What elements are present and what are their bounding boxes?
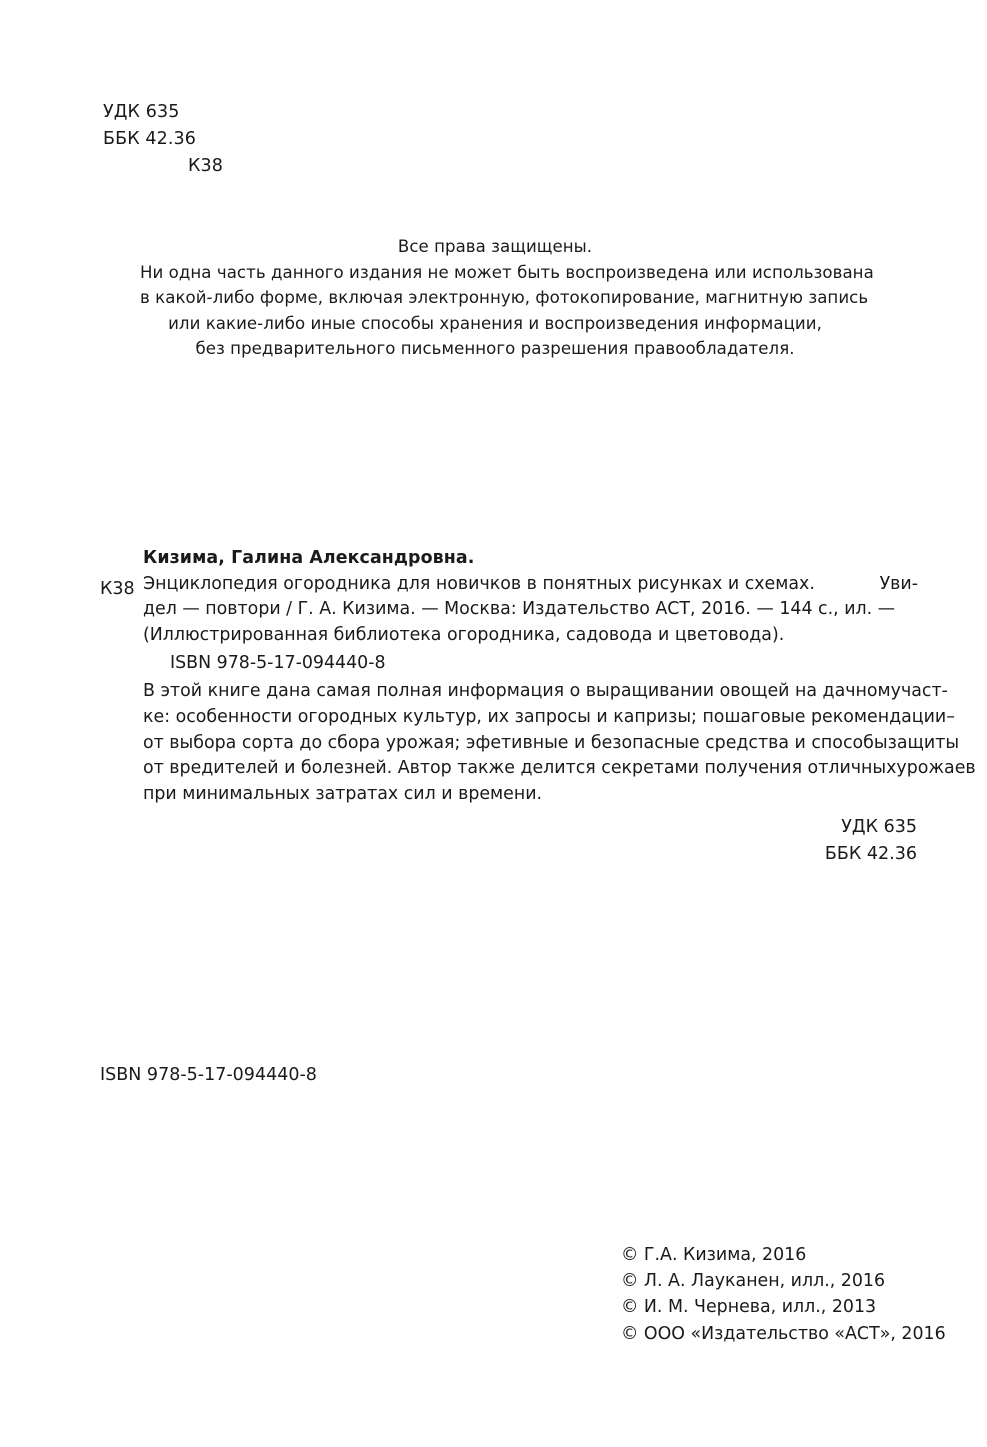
author-cipher: К38 bbox=[188, 156, 223, 176]
isbn-record: ISBN 978-5-17-094440-8 bbox=[170, 653, 386, 673]
bibliographic-record bbox=[100, 546, 918, 649]
rights-notice-line-2: Ни одна часть данного издания не может быть воспроизведена или использована bbox=[140, 262, 874, 282]
udk-code: УДК 635 bbox=[103, 102, 180, 122]
annotation-line-1-end: участ- bbox=[890, 681, 948, 701]
annotation-line-2 bbox=[143, 705, 955, 731]
rights-notice-line-4: или какие-либо иные способы хранения и воспроизведения информации, bbox=[168, 313, 822, 333]
biblio-line-1-end: Уви- bbox=[879, 573, 918, 594]
annotation-line-5: при минимальных затратах сил и времени. bbox=[143, 784, 543, 805]
bbk-code: ББК 42.36 bbox=[103, 129, 196, 149]
annotation-line-4-end: урожаев bbox=[896, 758, 976, 779]
annotation-line-2-start: ке: особенности огородных культур, их запросы и капризы; пошаговые рекомендации bbox=[143, 706, 947, 727]
isbn-standalone: ISBN 978-5-17-094440-8 bbox=[100, 1065, 317, 1085]
annotation-line-1-start: В этой книге дана самая полная информация о выращивании овощей на дачном bbox=[143, 681, 891, 701]
biblio-line-1-start: Энциклопедия огородника для новичков в понятных рисунках и схемах. bbox=[143, 573, 815, 594]
bbk-code-repeat: ББК 42.36 bbox=[824, 844, 917, 864]
annotation-line-3 bbox=[143, 731, 960, 757]
annotation-line-1 bbox=[143, 679, 948, 705]
rights-notice-line-5: без предварительного письменного разрешения правообладателя. bbox=[195, 339, 795, 358]
biblio-cipher: К38 bbox=[100, 579, 135, 599]
copyright-line-3: © И. М. Чернева, илл., 2013 bbox=[621, 1297, 877, 1318]
biblio-line-3: (Иллюстрированная библиотека огородника, садовода и цветовода). bbox=[143, 625, 785, 646]
biblio-line-2: дел — повтори / Г. А. Кизима. — Москва: Издательство АСТ, 2016. — 144 с., ил. — bbox=[143, 599, 896, 620]
biblio-title-block bbox=[143, 572, 918, 649]
biblio-line-1 bbox=[143, 572, 918, 598]
rights-notice-line-3: в какой-либо форме, включая электронную, фотокопирование, магнитную запись bbox=[140, 288, 869, 307]
classification-repeat bbox=[825, 814, 917, 868]
copyright-line-2: © Л. А. Лауканен, илл., 2016 bbox=[621, 1271, 886, 1292]
annotation-line-3-end: защиты bbox=[887, 732, 960, 753]
annotation-paragraph bbox=[143, 679, 976, 808]
rights-notice bbox=[140, 234, 874, 362]
classification-block bbox=[103, 99, 223, 180]
annotation-line-2-end: – bbox=[946, 706, 955, 727]
author-name: Кизима, Галина Александровна. bbox=[143, 548, 475, 568]
annotation-line-4 bbox=[143, 756, 976, 782]
rights-notice-line-1: Все права защищены. bbox=[397, 237, 593, 256]
biblio-body bbox=[143, 546, 918, 649]
annotation-line-4-start: от вредителей и болезней. Автор также делится секретами получения отличных bbox=[143, 758, 897, 779]
copyright-block bbox=[621, 1242, 946, 1347]
udk-code-repeat: УДК 635 bbox=[841, 817, 917, 837]
annotation-line-3-start: от выбора сорта до сбора урожая; эфетивные и безопасные средства и способы bbox=[143, 732, 888, 753]
copyright-line-1: © Г.А. Кизима, 2016 bbox=[621, 1245, 807, 1265]
copyright-line-4: © ООО «Издательство «АСТ», 2016 bbox=[621, 1323, 946, 1344]
